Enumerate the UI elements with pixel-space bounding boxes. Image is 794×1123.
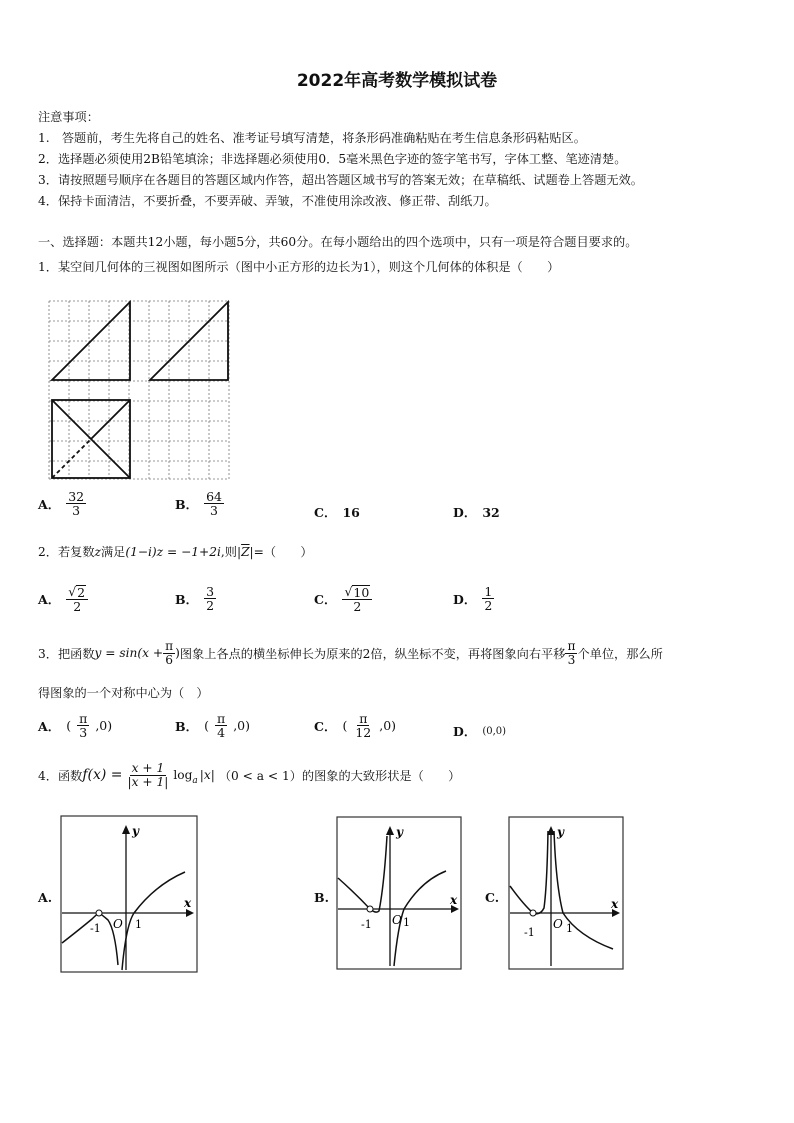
option-label: A． — [38, 496, 61, 512]
q1-option-d[interactable] — [453, 503, 500, 521]
graph-b[interactable] — [336, 816, 462, 970]
fraction: √ 10 2 — [342, 585, 372, 613]
open-point — [367, 906, 373, 912]
q2-option-b[interactable]: B． $\frac{3}{2}$ — [175, 584, 215, 614]
fraction: $\frac{\pi}{6}$ — [165, 639, 174, 667]
y-label: y — [396, 825, 403, 839]
option-label: C． — [314, 505, 337, 520]
origin-label: O — [113, 917, 123, 931]
q2-option-a[interactable]: A． √ 2 2 — [38, 585, 88, 613]
curve-right — [394, 871, 446, 966]
option-label: D． — [453, 505, 477, 520]
q2-option-d[interactable]: D． $\frac{1}{2}$ — [453, 584, 493, 614]
function-name: f(x) = — [82, 767, 123, 784]
fraction: $\frac{\pi}{3}$ — [79, 711, 88, 741]
question-1-text: 1．某空间几何体的三视图如图所示（图中小正方形的边长为1），则这个几何体的体积是（ ） — [38, 260, 560, 274]
curve-left — [510, 831, 548, 914]
curve-right — [122, 872, 185, 970]
tick-neg-one: -1 — [361, 918, 372, 931]
tick-neg-one: -1 — [524, 926, 535, 939]
q1-option-a[interactable] — [38, 490, 86, 517]
fraction: $\frac{1}{2}$ — [484, 584, 493, 614]
question-3-text-line2: 得图象的一个对称中心为（ ） — [38, 686, 209, 700]
option-value: 32 — [482, 504, 500, 520]
q1-option-c[interactable] — [314, 503, 360, 521]
tick-one: 1 — [403, 916, 410, 929]
graph-c[interactable] — [508, 816, 624, 970]
tick-one: 1 — [135, 918, 142, 931]
notice-item: 3．请按照题号顺序在各题目的答题区域内作答，超出答题区域书写的答案无效；在草稿纸、试题卷上答题无效。 — [38, 173, 643, 187]
curve-right — [554, 831, 613, 949]
fraction: √ 2 2 — [66, 585, 88, 613]
top-view-hidden-edge — [52, 439, 91, 478]
curve-left — [338, 836, 387, 912]
z-conjugate: $\overline{Z}$ — [241, 545, 250, 559]
graph-b-label[interactable]: B. — [314, 890, 329, 905]
notice-item: 1. 答题前，考生先将自己的姓名、准考证号填写清楚，将条形码准确粘贴在考生信息条形码粘贴区。 — [38, 131, 586, 145]
tick-one: 1 — [566, 922, 573, 935]
notice-heading: 注意事项： — [38, 110, 99, 124]
fraction: $\frac{\pi}{12}$ — [355, 711, 372, 741]
y-label: y — [557, 825, 564, 839]
tick-neg-one: -1 — [90, 922, 101, 935]
question-4-text: 4．函数 f(x) = $\frac{x + 1}{|x + 1|}$ log a |x| （0 < a < 1） 的图象的大致形状是（ ） — [38, 761, 461, 789]
top-view-diagonal-2 — [91, 400, 130, 439]
y-axis-arrow — [386, 826, 394, 835]
origin-label: O — [392, 913, 402, 927]
fraction: $\frac{\pi}{4}$ — [216, 711, 226, 741]
option-value: 16 — [342, 504, 360, 520]
question-3-text: 3．把函数 y = sin(x + $\frac{\pi}{6}$ ) 图象上各点的横坐标伸长为原来的2倍，纵坐标不变，再将图象向右平移 $\frac{\pi}{3}$ 个单位，那么所 — [38, 639, 663, 667]
open-point — [530, 910, 536, 916]
notice-item: 4．保持卡面清洁，不要折叠，不要弄破、弄皱，不准使用涂改液、修正带、刮纸刀。 — [38, 194, 497, 208]
q3-option-a[interactable]: A． ( $\frac{\pi}{3}$ ,0) — [38, 711, 113, 741]
x-axis-arrow — [186, 909, 194, 917]
three-view-figure — [44, 296, 234, 482]
section-heading: 一、选择题：本题共12小题，每小题5分，共60分。在每小题给出的四个选项中，只有一项是符合题目要求的。 — [38, 235, 638, 249]
y-axis-arrow — [122, 825, 130, 834]
q3-option-c[interactable]: C． ( $\frac{\pi}{12}$ ,0) — [314, 711, 397, 741]
q1-option-b[interactable] — [175, 490, 224, 517]
equation: (1−i)z = −1+2i — [125, 545, 221, 559]
graph-a-label[interactable]: A. — [38, 890, 53, 905]
fraction: $\frac{32}{3}$ — [68, 489, 85, 519]
x-label: x — [184, 896, 192, 910]
origin-label: O — [553, 917, 563, 931]
q3-option-d[interactable]: D． (0,0) — [453, 724, 507, 739]
fraction: $\frac{3}{2}$ — [206, 584, 215, 614]
open-point — [96, 910, 102, 916]
x-label: x — [450, 893, 458, 907]
graph-c-label[interactable]: C. — [485, 890, 500, 905]
function-expression: y = sin(x + — [94, 646, 164, 661]
fraction: $\frac{\pi}{3}$ — [567, 639, 576, 667]
x-label: x — [611, 897, 619, 911]
y-label: y — [132, 824, 139, 838]
curve-left — [62, 913, 118, 965]
q3-option-b[interactable]: B． ( $\frac{\pi}{4}$ ,0) — [175, 711, 250, 741]
graph-a[interactable] — [60, 815, 198, 973]
fraction: $\frac{64}{3}$ — [206, 489, 222, 519]
page-title: 2022年高考数学模拟试卷 — [296, 71, 498, 91]
q2-option-c[interactable]: C． √ 10 2 — [314, 585, 372, 613]
notice-item: 2．选择题必须使用2B铅笔填涂；非选择题必须使用0．5毫米黑色字迹的签字笔书写，字体工整、笔迹清楚。 — [38, 152, 627, 166]
fraction: $\frac{x + 1}{|x + 1|}$ — [127, 761, 169, 789]
option-label: B． — [175, 496, 199, 512]
question-2-text: 2．若复数z满足(1−i)z = −1+2i,则$|\overline{Z}|=$（ ） — [38, 545, 313, 559]
